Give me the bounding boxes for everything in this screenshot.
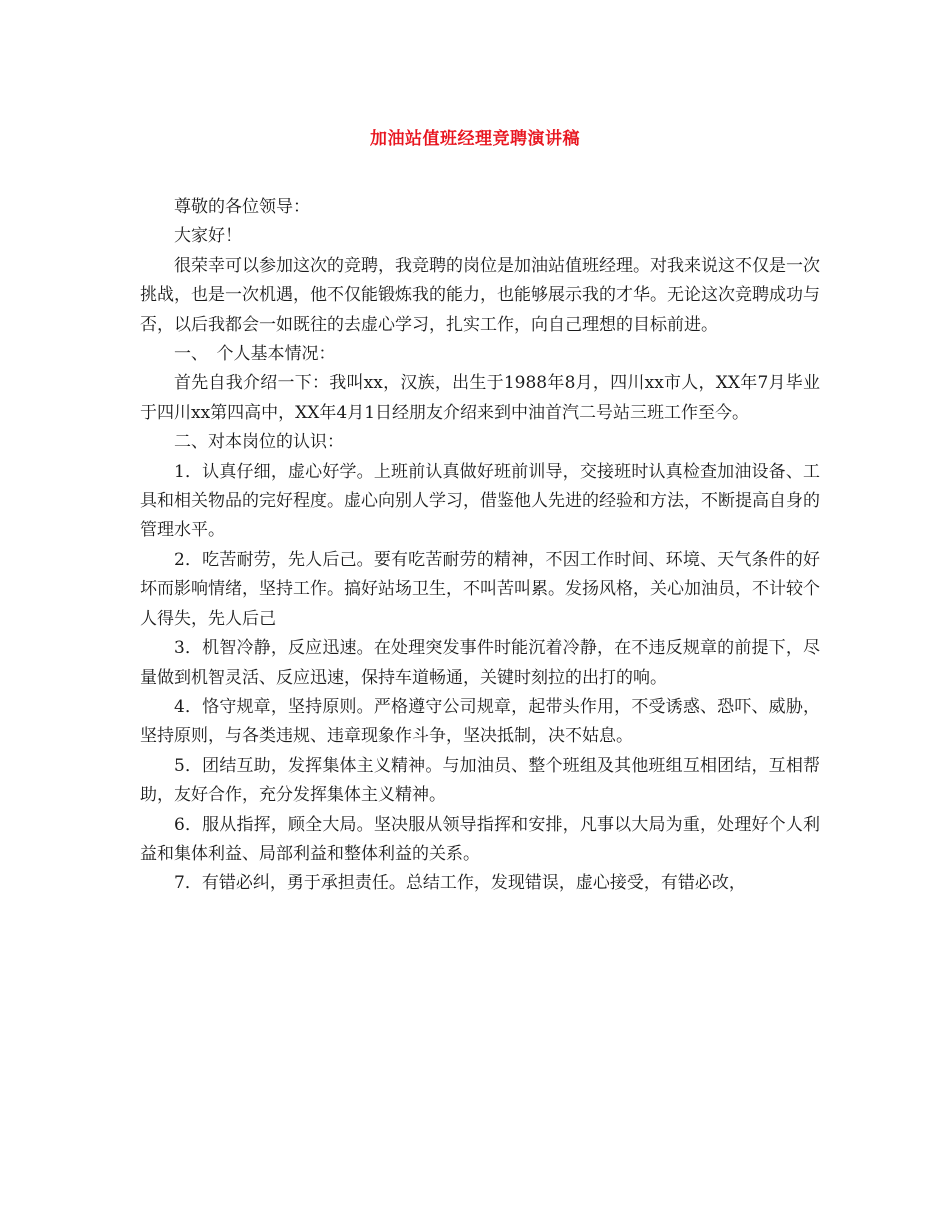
list-item: 7．有错必纠，勇于承担责任。总结工作，发现错误，虚心接受，有错必改，: [174, 873, 746, 894]
section-heading: 二、对本岗位的认识：: [174, 432, 344, 453]
list-item: 2．吃苦耐劳，先人后己。要有吃苦耐劳的精神，不因工作时间、环境、天气条件的好坏而影响情绪，坚持工作。搞好站场卫生，不叫苦叫累。发扬风格，关心加油员，不计较个人得失，先人后己: [140, 549, 820, 629]
document-body: [140, 193, 820, 899]
section-heading: 一、 个人基本情况：: [174, 344, 336, 365]
list-item: 1．认真仔细，虚心好学。上班前认真做好班前训导，交接班时认真检查加油设备、工具和相关物品的完好程度。虚心向别人学习，借鉴他人先进的经验和方法，不断提高自身的管理水平。: [140, 461, 820, 541]
list-item: 6．服从指挥，顾全大局。坚决服从领导指挥和安排，凡事以大局为重，处理好个人利益和集体利益、局部利益和整体利益的关系。: [140, 814, 820, 864]
list-item: 3．机智冷静，反应迅速。在处理突发事件时能沉着冷静，在不违反规章的前提下，尽量做到机智灵活、反应迅速，保持车道畅通，关键时刻拉的出打的响。: [140, 638, 820, 688]
list-item: 4．恪守规章，坚持原则。严格遵守公司规章，起带头作用，不受诱惑、恐吓、威胁，坚持原则，与各类违规、违章现象作斗争，坚决抵制，决不姑息。: [140, 696, 820, 747]
paragraph: 大家好！: [174, 226, 242, 247]
document-title: 加油站值班经理竞聘演讲稿: [370, 129, 580, 149]
paragraph: 首先自我介绍一下：我叫xx，汉族，出生于1988年8月，四川xx市人，XX年7月毕业于四川xx第四高中，XX年4月1日经朋友介绍来到中油首汽二号站三班工作至今。: [140, 373, 820, 423]
paragraph: 尊敬的各位领导：: [174, 197, 310, 217]
list-item: 5．团结互助，发挥集体主义精神。与加油员、整个班组及其他班组互相团结，互相帮助，友好合作，充分发挥集体主义精神。: [140, 755, 820, 806]
paragraph: 很荣幸可以参加这次的竞聘，我竞聘的岗位是加油站值班经理。对我来说这不仅是一次挑战，也是一次机遇，他不仅能锻炼我的能力，也能够展示我的才华。无论这次竞聘成功与否，以后我都会一如既往的去虚心学习，扎实工作，向自己理想的目标前进。: [140, 255, 820, 335]
